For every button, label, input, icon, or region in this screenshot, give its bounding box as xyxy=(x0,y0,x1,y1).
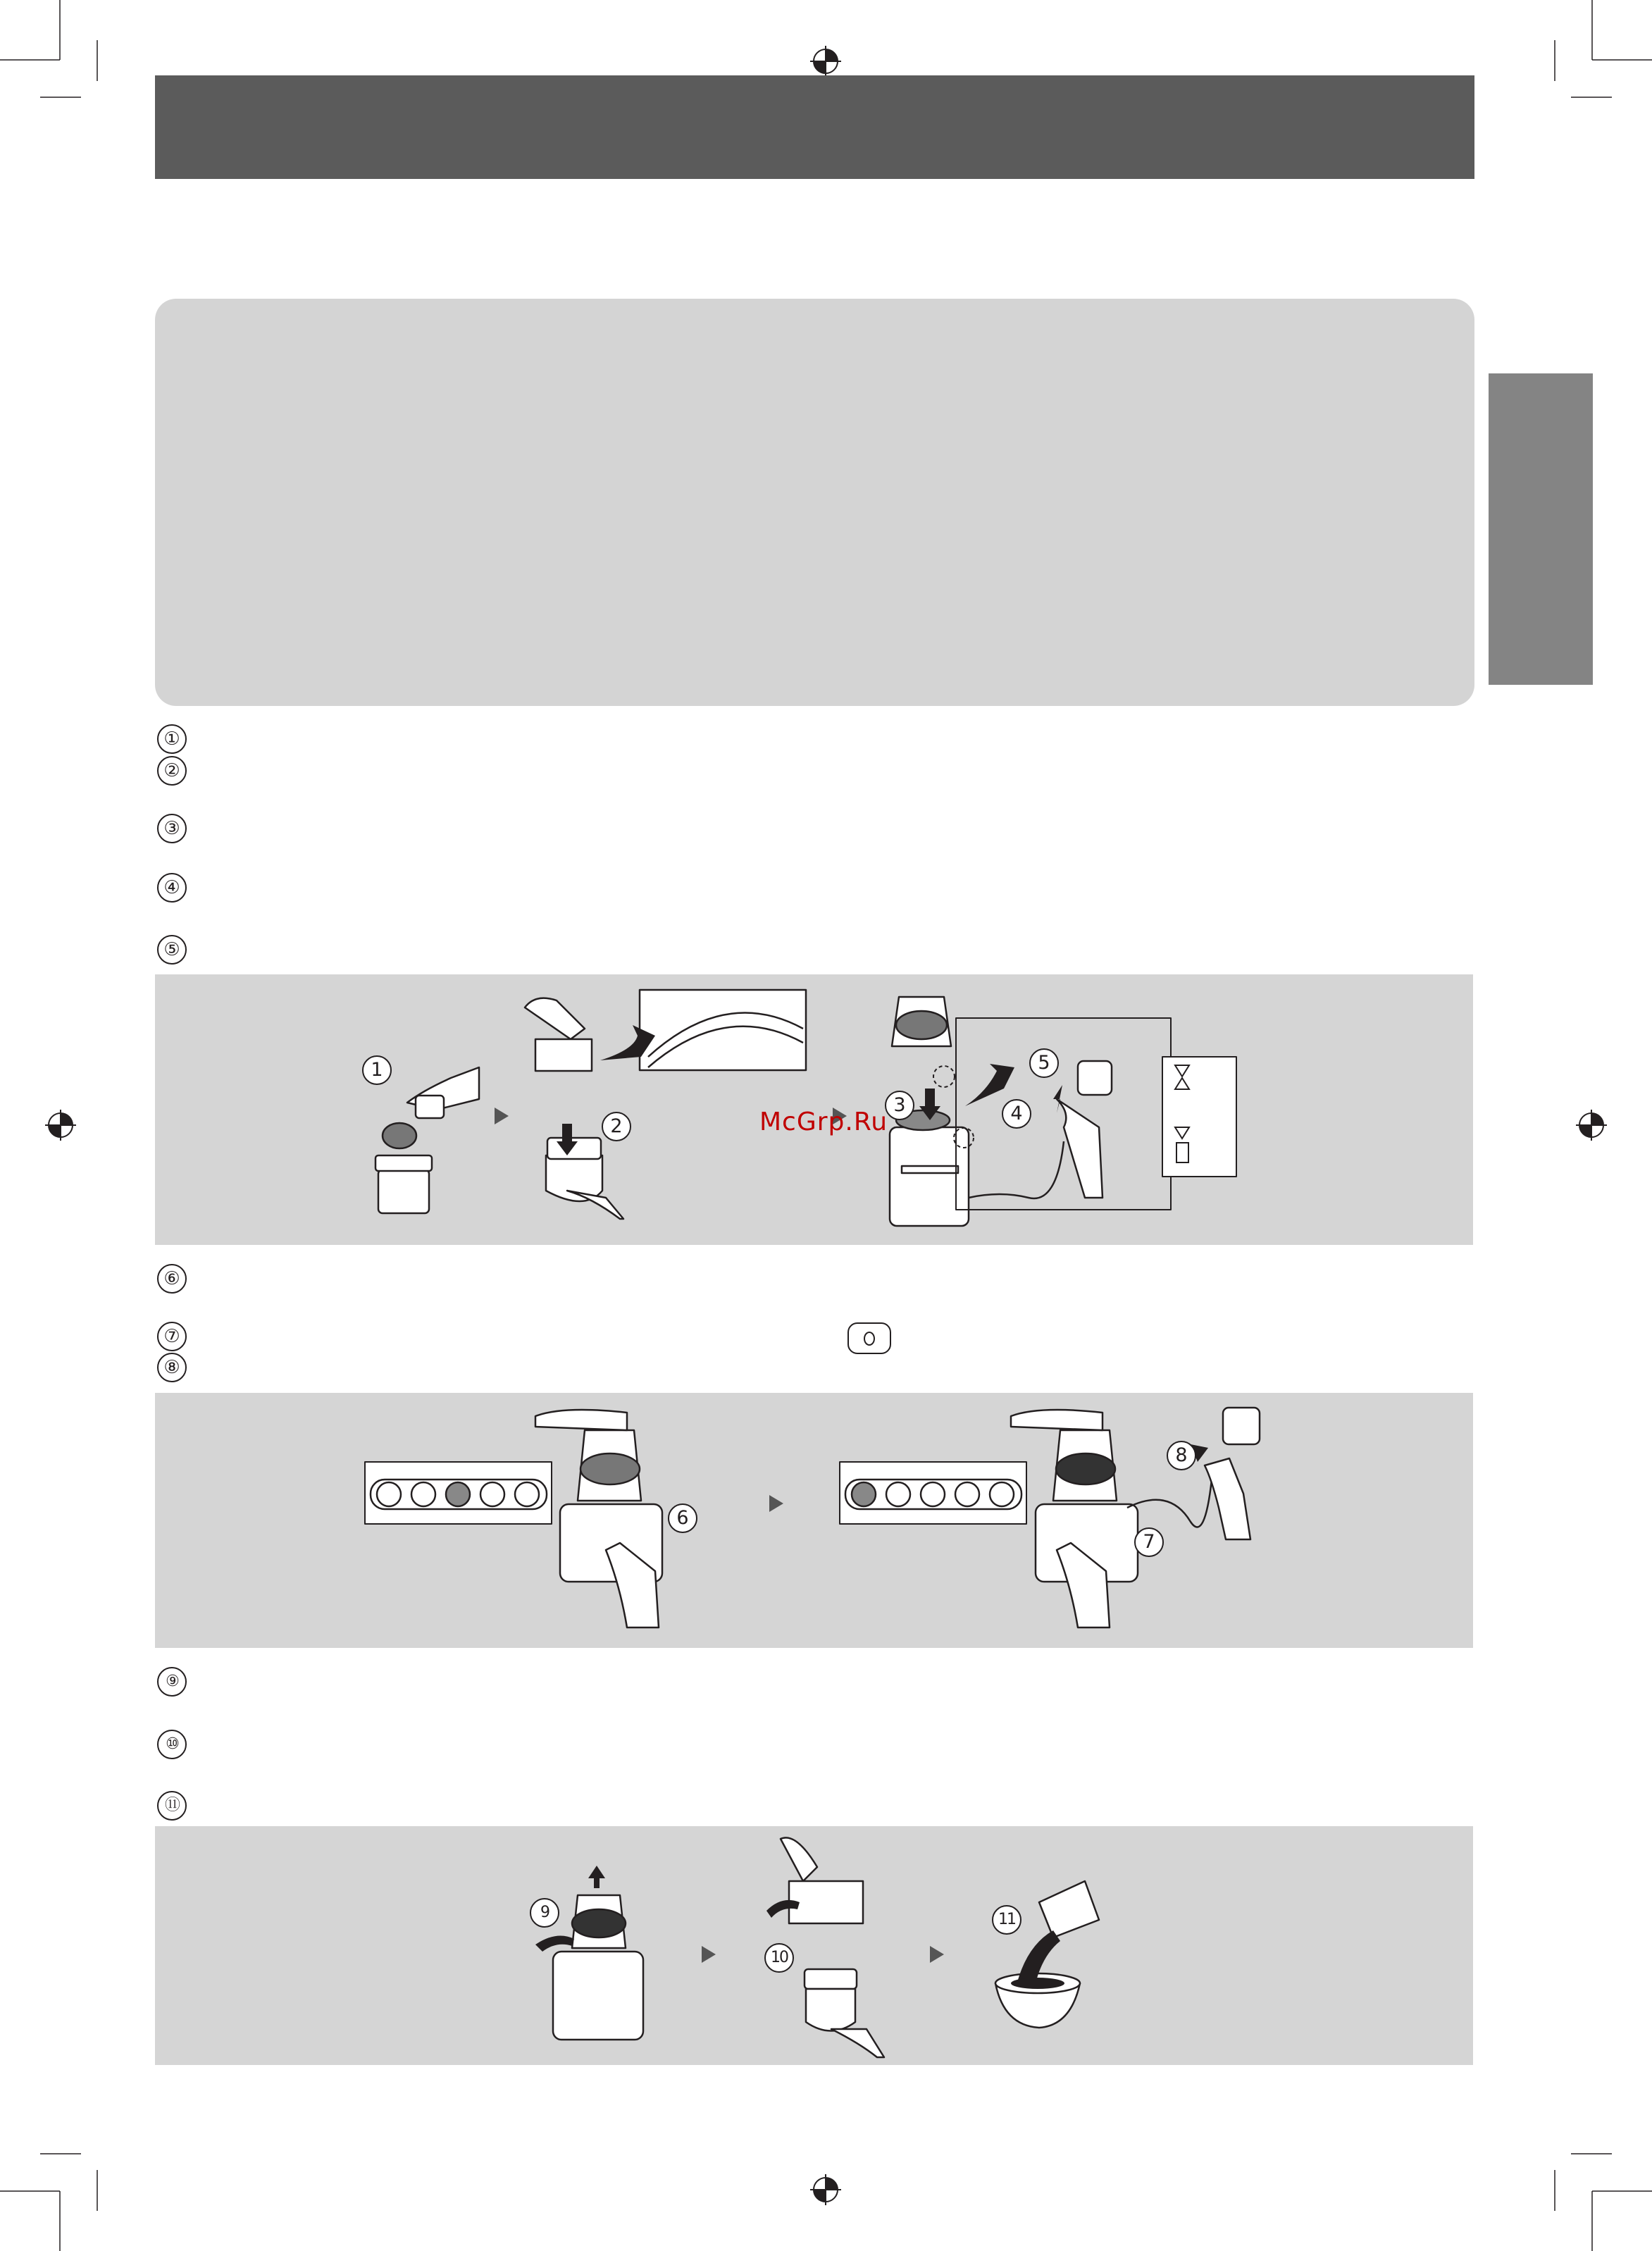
illustration-label-11: 11 xyxy=(992,1905,1021,1935)
step-10-marker: ⑩ xyxy=(157,1730,187,1759)
illustration-label-1: 1 xyxy=(362,1055,392,1085)
step-7-marker: ⑦ xyxy=(157,1322,187,1351)
illustration-label-4: 4 xyxy=(1002,1099,1031,1129)
illustration-label-9: 9 xyxy=(530,1898,559,1928)
illustration-label-2: 2 xyxy=(602,1112,631,1141)
illustration-label-7: 7 xyxy=(1134,1527,1164,1557)
illustration-label-6: 6 xyxy=(668,1503,697,1533)
illustration-label-5: 5 xyxy=(1029,1048,1059,1078)
step-4-marker: ④ xyxy=(157,873,187,903)
next-step-arrow-icon xyxy=(702,1946,716,1963)
next-step-arrow-icon xyxy=(930,1946,944,1963)
step-6-marker: ⑥ xyxy=(157,1264,187,1294)
step-1-marker: ① xyxy=(157,724,187,754)
step-5-marker: ⑤ xyxy=(157,935,187,965)
illustration-label-8: 8 xyxy=(1167,1441,1196,1470)
step-11-marker: ⑪ xyxy=(157,1791,187,1821)
step-2-marker: ② xyxy=(157,756,187,786)
illustration-label-3: 3 xyxy=(885,1091,914,1120)
watermark: McGrp.Ru xyxy=(759,1108,888,1136)
illustration-label-10: 10 xyxy=(764,1943,794,1973)
step-8-marker: ⑧ xyxy=(157,1353,187,1382)
step-3-marker: ③ xyxy=(157,814,187,843)
step-9-marker: ⑨ xyxy=(157,1667,187,1697)
